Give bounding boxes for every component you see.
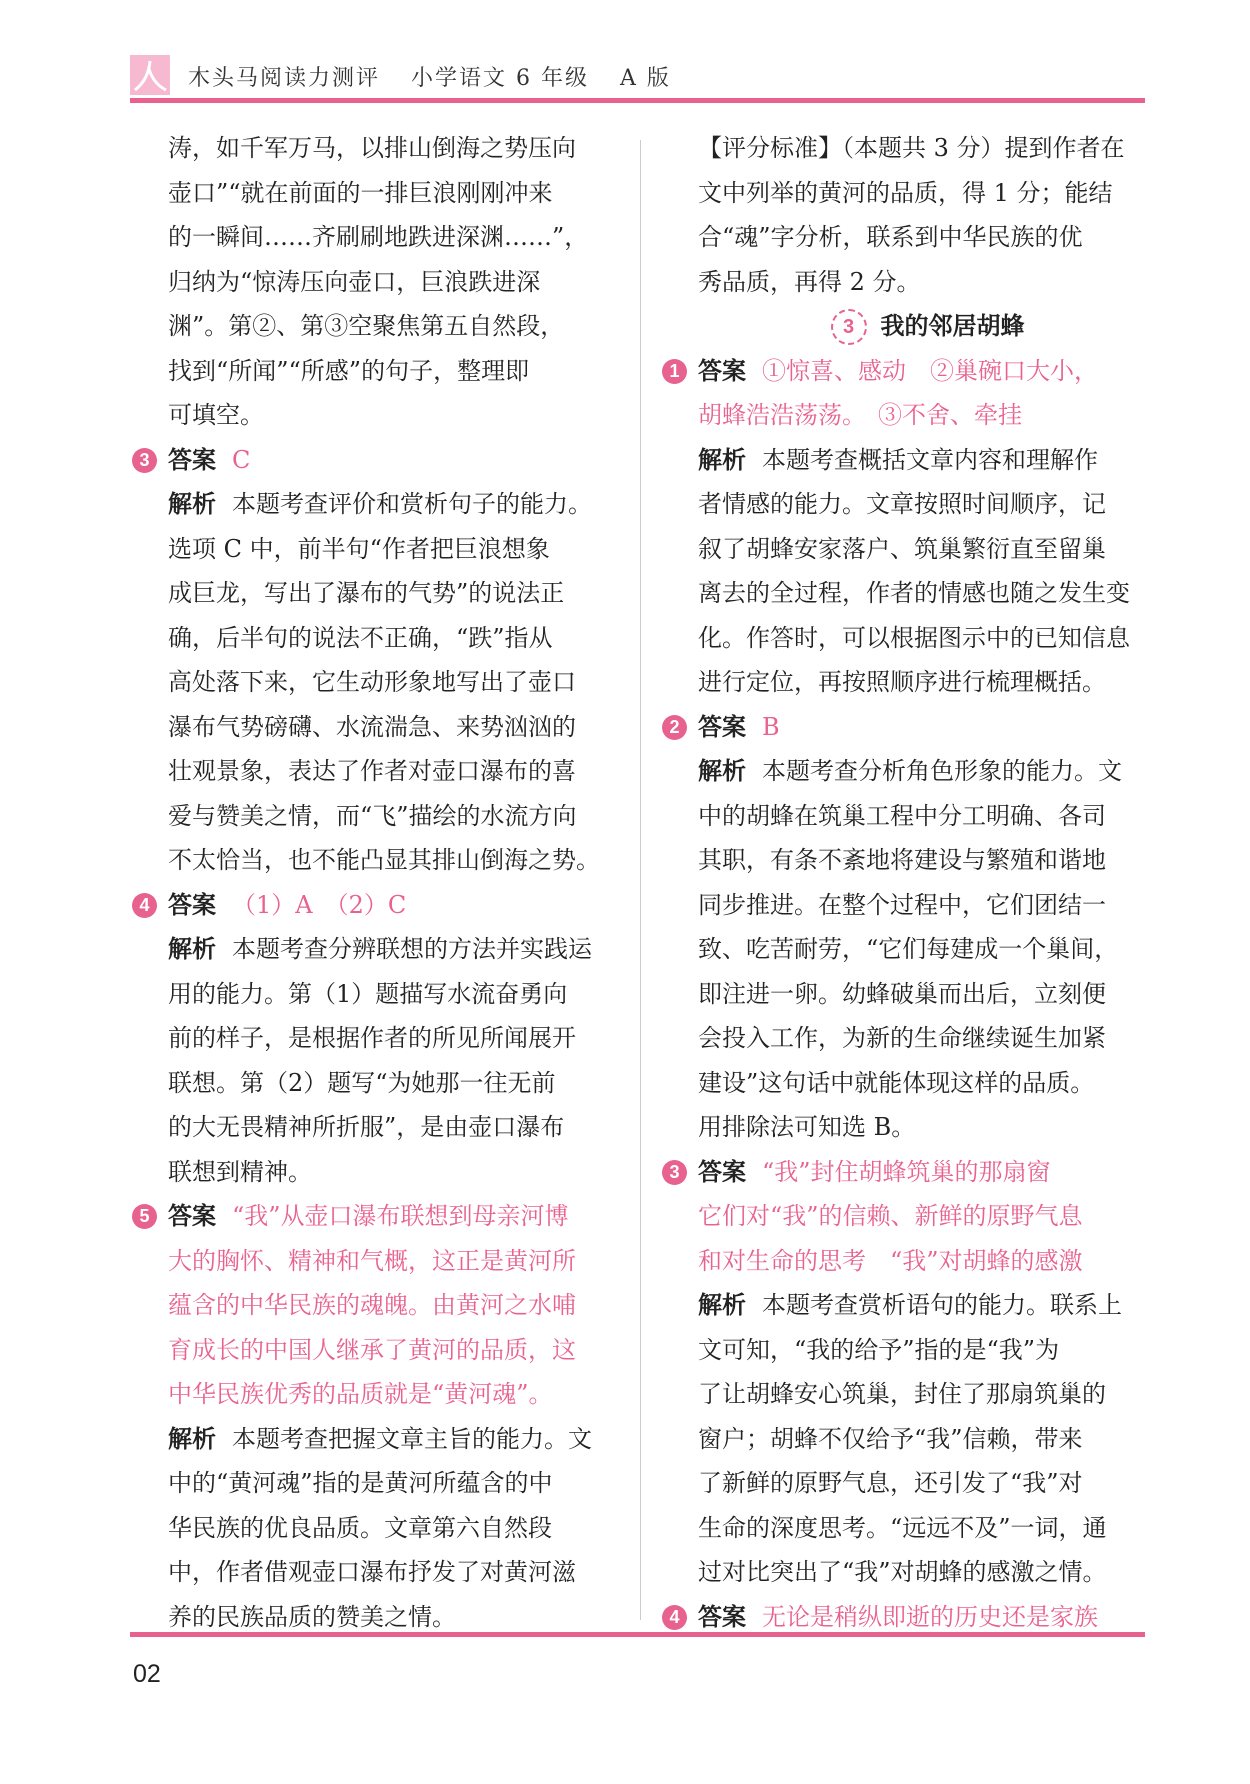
analysis-label: 解析 [698, 1291, 746, 1319]
analysis-text: 本题考查把握文章主旨的能力。文 [232, 1424, 592, 1453]
text-line: 者情感的能力。文章按照时间顺序，记 [698, 490, 1106, 518]
intro-block [130, 126, 625, 438]
section-title [660, 304, 1145, 349]
text-line: 确，后半句的说法不正确，“跌”指从 [168, 623, 553, 652]
person-glyph-icon [130, 55, 170, 95]
text-line: 壮观景象，表达了作者对壶口瀑布的喜 [168, 757, 576, 785]
section-title-text: 我的邻居胡蜂 [880, 312, 1025, 340]
text-line: 中，作者借观壶口瀑布抒发了对黄河滋 [168, 1558, 576, 1586]
text-line: 涛，如千军万马，以排山倒海之势压向 [168, 134, 576, 162]
text-line: 的大无畏精神所折服”，是由壶口瀑布 [168, 1113, 565, 1141]
question-number-badge: 1 [662, 359, 687, 384]
text-line: 壶口”“就在前面的一排巨浪刚刚冲来 [168, 178, 553, 207]
answer-label: 答案 [698, 356, 746, 385]
text-line: 生命的深度思考。“远远不及”一词，通 [698, 1513, 1107, 1542]
question-2 [660, 705, 1145, 1150]
text-line: 合“魂”字分析，联系到中华民族的优 [698, 223, 1083, 251]
question-number-badge: 3 [662, 1160, 687, 1185]
header-title [188, 61, 693, 92]
question-number-badge: 4 [662, 1605, 687, 1630]
text-line: 用排除法可知选 B。 [698, 1113, 916, 1141]
text-line: 文可知，“我的给予”指的是“我”为 [698, 1335, 1060, 1364]
text-line: 高处落下来，它生动形象地写出了壶口 [168, 668, 576, 696]
text-line: 成巨龙，写出了瀑布的气势”的说法正 [168, 579, 565, 607]
text-line: 即注进一卵。幼蜂破巢而出后，立刻便 [698, 979, 1106, 1008]
answer-text: “我”封住胡蜂筑巢的那扇窗 [762, 1157, 1051, 1186]
answer-text: B [762, 712, 780, 741]
analysis-text: 本题考查评价和赏析句子的能力。 [232, 490, 592, 518]
analysis-label: 解析 [698, 445, 746, 474]
answer-label: 答案 [698, 712, 746, 741]
answer-line: 和对生命的思考 “我”对胡蜂的感激 [698, 1246, 1083, 1275]
text-line: 养的民族品质的赞美之情。 [168, 1602, 456, 1631]
answer-label: 答案 [698, 1602, 746, 1631]
text-line: 过对比突出了“我”对胡蜂的感激之情。 [698, 1558, 1107, 1586]
scoring-block [660, 126, 1145, 304]
text-line: 了新鲜的原野气息，还引发了“我”对 [698, 1469, 1083, 1497]
answer-text: 无论是稍纵即逝的历史还是家族 [762, 1602, 1098, 1631]
answer-text: （1）A （2）C [232, 890, 407, 919]
answer-label: 答案 [168, 445, 216, 474]
text-line: 窗户；胡蜂不仅给予“我”信赖，带来 [698, 1424, 1083, 1453]
question-5 [130, 1194, 625, 1639]
text-line: 渊”。第②、第③空聚焦第五自然段， [168, 312, 565, 340]
answer-line: 育成长的中国人继承了黄河的品质，这 [168, 1335, 576, 1364]
text-line: 进行定位，再按照顺序进行梳理概括。 [698, 668, 1106, 696]
text-line: 建设”这句话中就能体现这样的品质。 [698, 1068, 1095, 1097]
text-line: 选项 C 中，前半句“作者把巨浪想象 [168, 534, 550, 563]
text-line: 同步推进。在整个过程中，它们团结一 [698, 890, 1106, 919]
answer-line: 胡蜂浩浩荡荡。 ③不舍、牵挂 [698, 401, 1022, 429]
text-line: 中的胡蜂在筑巢工程中分工明确、各司 [698, 801, 1106, 830]
answer-label: 答案 [698, 1157, 746, 1186]
text-line: 瀑布气势磅礴、水流湍急、来势汹汹的 [168, 712, 576, 741]
text-line: 用的能力。第（1）题描写水流奋勇向 [168, 979, 568, 1008]
text-line: 中的“黄河魂”指的是黄河所蕴含的中 [168, 1469, 553, 1497]
text-line: 化。作答时，可以根据图示中的已知信息 [698, 623, 1130, 652]
header-divider [130, 98, 1145, 103]
answer-line: 它们对“我”的信赖、新鲜的原野气息 [698, 1202, 1083, 1230]
question-1 [660, 349, 1145, 705]
analysis-label: 解析 [168, 1424, 216, 1453]
analysis-label: 解析 [168, 490, 216, 518]
question-number-badge: 2 [662, 715, 687, 740]
analysis-text: 本题考查赏析语句的能力。联系上 [762, 1291, 1122, 1319]
question-3 [660, 1150, 1145, 1595]
question-3 [130, 438, 625, 883]
column-divider [640, 140, 641, 1620]
text-line: 可填空。 [168, 401, 264, 429]
answer-text: “我”从壶口瀑布联想到母亲河博 [232, 1202, 569, 1230]
text-line: 了让胡蜂安心筑巢，封住了那扇筑巢的 [698, 1380, 1106, 1408]
answer-line: 中华民族优秀的品质就是“黄河魂”。 [168, 1380, 553, 1408]
footer-divider [130, 1632, 1145, 1637]
text-line: 爱与赞美之情，而“飞”描绘的水流方向 [168, 801, 577, 830]
text-line: 致、吃苦耐劳，“它们每建成一个巢间， [698, 935, 1119, 963]
question-number-badge: 5 [132, 1204, 157, 1229]
text-line: 【评分标准】（本题共 3 分）提到作者在 [698, 134, 1125, 162]
question-number-badge: 3 [132, 448, 157, 473]
text-line: 找到“所闻”“所感”的句子，整理即 [168, 356, 530, 385]
text-line: 不太恰当，也不能凸显其排山倒海之势。 [168, 846, 600, 874]
text-line: 叙了胡蜂安家落户、筑巢繁衍直至留巢 [698, 534, 1106, 563]
question-4 [130, 883, 625, 1195]
analysis-label: 解析 [698, 757, 746, 785]
section-number-badge: 3 [831, 309, 867, 345]
analysis-text: 本题考查分析角色形象的能力。文 [762, 757, 1122, 785]
answer-line: 大的胸怀、精神和气概，这正是黄河所 [168, 1246, 576, 1275]
text-line: 华民族的优良品质。文章第六自然段 [168, 1513, 552, 1542]
answer-text: ①惊喜、感动 ②巢碗口大小， [762, 356, 1098, 385]
analysis-text: 本题考查分辨联想的方法并实践运 [232, 935, 592, 963]
page-number: 02 [133, 1660, 161, 1688]
text-line: 前的样子，是根据作者的所见所闻展开 [168, 1024, 576, 1052]
analysis-label: 解析 [168, 935, 216, 963]
answer-text: C [232, 445, 251, 474]
edition-label: A 版 [620, 66, 671, 91]
subject-title: 小学语文 6 年级 [411, 66, 589, 91]
text-line: 联想。第（2）题写“为她那一往无前 [168, 1068, 556, 1097]
text-line: 会投入工作，为新的生命继续诞生加紧 [698, 1024, 1106, 1052]
text-line: 归纳为“惊涛压向壶口，巨浪跌进深 [168, 267, 541, 296]
right-column [660, 126, 1145, 1639]
text-line: 联想到精神。 [168, 1157, 312, 1186]
series-title: 木头马阅读力测评 [188, 66, 381, 91]
answer-label: 答案 [168, 890, 216, 919]
text-line: 文中列举的黄河的品质，得 1 分；能结 [698, 178, 1113, 207]
question-number-badge: 4 [132, 893, 157, 918]
text-line: 其职，有条不紊地将建设与繁殖和谐地 [698, 846, 1106, 874]
text-line: 的一瞬间……齐刷刷地跌进深渊……”， [168, 223, 589, 251]
left-column [130, 126, 625, 1639]
text-line: 离去的全过程，作者的情感也随之发生变 [698, 579, 1130, 607]
text-line: 秀品质，再得 2 分。 [698, 267, 921, 296]
answer-label: 答案 [168, 1202, 216, 1230]
answer-line: 蕴含的中华民族的魂魄。由黄河之水哺 [168, 1291, 576, 1319]
analysis-text: 本题考查概括文章内容和理解作 [762, 445, 1098, 474]
